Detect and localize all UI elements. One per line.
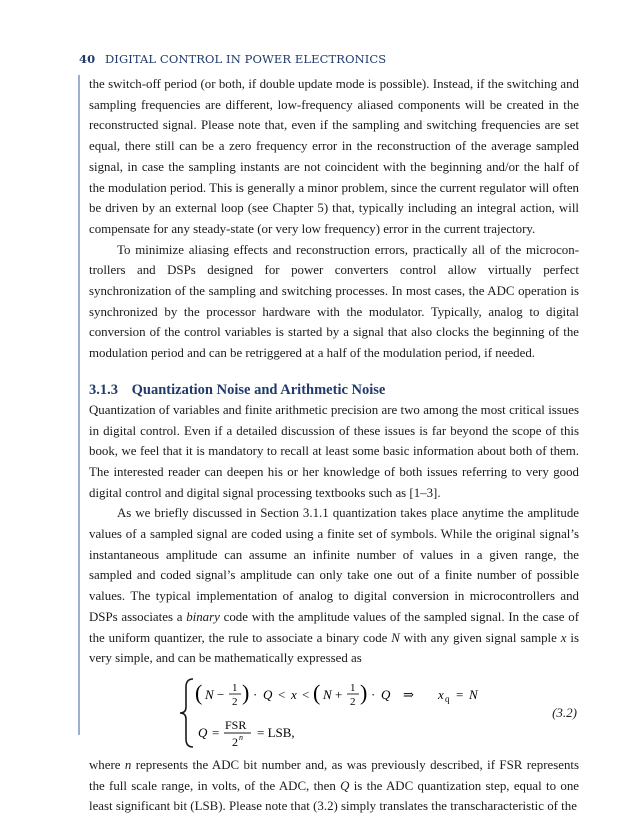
eq-sym: = [212, 724, 220, 740]
paragraph-2: To minimize aliasing effects and reconstruction errors, practically all of the microcon-trollers and DSPs designed for power converters control allow virtually perfect synchronization of the sampling and switching processes. In most cases, the ADC operation is synchronized by the processor hardware with the modulator. Typically, analog to digital conversion of the control variables is started by a signal that also clocks the beginning of the modulation period and can be retriggered at a half of the modulation period, if needed. [89, 242, 579, 361]
section-title: Quantization Noise and Arithmetic Noise [131, 381, 386, 398]
paren-open: ( [313, 679, 321, 705]
paren-close: ) [360, 679, 368, 705]
text-run: is very simple, and can be mathematically expressed as [89, 630, 579, 666]
running-header [79, 52, 386, 66]
eq-sym: Q [263, 686, 273, 702]
equation-number: (3.2) [552, 704, 577, 720]
eq-sym: 1 [232, 681, 238, 694]
eq-sym: < [278, 686, 286, 702]
text-run-italic: n [124, 757, 132, 772]
eq-sym: N [205, 686, 214, 702]
margin-rule [78, 75, 80, 735]
eq-sym: n [239, 732, 243, 742]
text-run: is the ADC quantization step, equal to one least significant bit (LSB). Please note that (3.2) simply translates the transcharacteristic of the [89, 778, 579, 814]
text-run-italic: Q [340, 778, 350, 793]
section-number: 3.1.3 [89, 381, 118, 398]
paren-open: ( [195, 679, 203, 705]
eq-sym: 2 [232, 695, 238, 708]
paragraph-4 [89, 503, 579, 669]
text-run-italic: x [560, 630, 567, 645]
paragraph-1: the switch-off period (or both, if double update mode is possible). Instead, if the switching and sampling frequencies are different, low-frequency aliased components will be created in the reconstructed signal. Please note that, even if the sampling and switching frequencies are set equal, there still can be a zero frequency error in the reconstruction of the average sampled signal, in case the sampling instants are not coincident with the beginning and/or the half of the modulation period. This is generally a minor problem, since the current regulator will often be driven by an external loop (see Chapter 5) that, typically including an integral action, will compensate for any steady-state (or very low frequency) error in the current trajectory. [89, 77, 579, 236]
eq-sym: Q [381, 686, 391, 702]
left-brace [180, 679, 193, 747]
text-run: As we briefly discussed in Section 3.1.1 quantization takes place anytime the amplitude values of a sampled signal are coded using a finite set of symbols. While the original signal’s instantaneous amplitude can assume an infinite number of values in a given range, the sampled and coded signal’s amplitude can only take one out of a finite number of possible values. The typical implementation of analog to digital conversion in microcontrollers and DSPs associates a [89, 506, 579, 624]
equation-graphic [89, 677, 579, 749]
text-run: represents the ADC bit number and, as was previously described, if FSR represents the full scale range, in volts, of the ADC, then [89, 757, 580, 793]
eq-sym: Q [198, 724, 208, 740]
eq-sym: · [371, 686, 376, 702]
eq-sym: x [291, 686, 297, 702]
eq-sym: ⇒ [403, 686, 414, 702]
text-run: where [89, 757, 125, 772]
eq-sym: 2 [232, 734, 238, 749]
text-run: with any given signal sample [399, 630, 561, 645]
eq-sym: 2 [350, 695, 356, 708]
paragraph-3: Quantization of variables and finite arithmetic precision are two among the most critical issues in digital control. Even if a detailed discussion of these issues is far beyond the scope of this book, we feel that it is mandatory to recall at least some basic information about both of them. The interested reader can deepen his or her knowledge of both issues referring to very good digital control and digital signal processing textbooks such as [1–3]. [89, 402, 579, 500]
eq-sym: − [217, 686, 225, 702]
text-run-italic: N [391, 630, 400, 645]
page-body [89, 74, 579, 817]
eq-sym: FSR [225, 717, 247, 732]
section-heading [89, 380, 579, 400]
running-title: DIGITAL CONTROL IN POWER ELECTRONICS [104, 52, 387, 66]
eq-sym: N [323, 686, 332, 702]
page-number: 40 [79, 52, 96, 66]
paren-close: ) [242, 679, 250, 705]
eq-sym: 1 [350, 681, 356, 694]
text-run-italic: binary [186, 609, 220, 624]
eq-sym: · [253, 686, 258, 702]
eq-sym: x [438, 686, 444, 702]
eq-sym: + [335, 686, 343, 702]
text-run: code with the amplitude values of the sampled signal. In the case of the uniform quantizer, the rule to associate a binary code [89, 609, 579, 645]
eq-sym: < [302, 686, 310, 702]
eq-sym: N [469, 686, 478, 702]
eq-sym: = LSB, [257, 724, 295, 740]
equation-3-2 [89, 677, 579, 749]
eq-sym: q [445, 693, 450, 704]
eq-sym: = [456, 686, 464, 702]
